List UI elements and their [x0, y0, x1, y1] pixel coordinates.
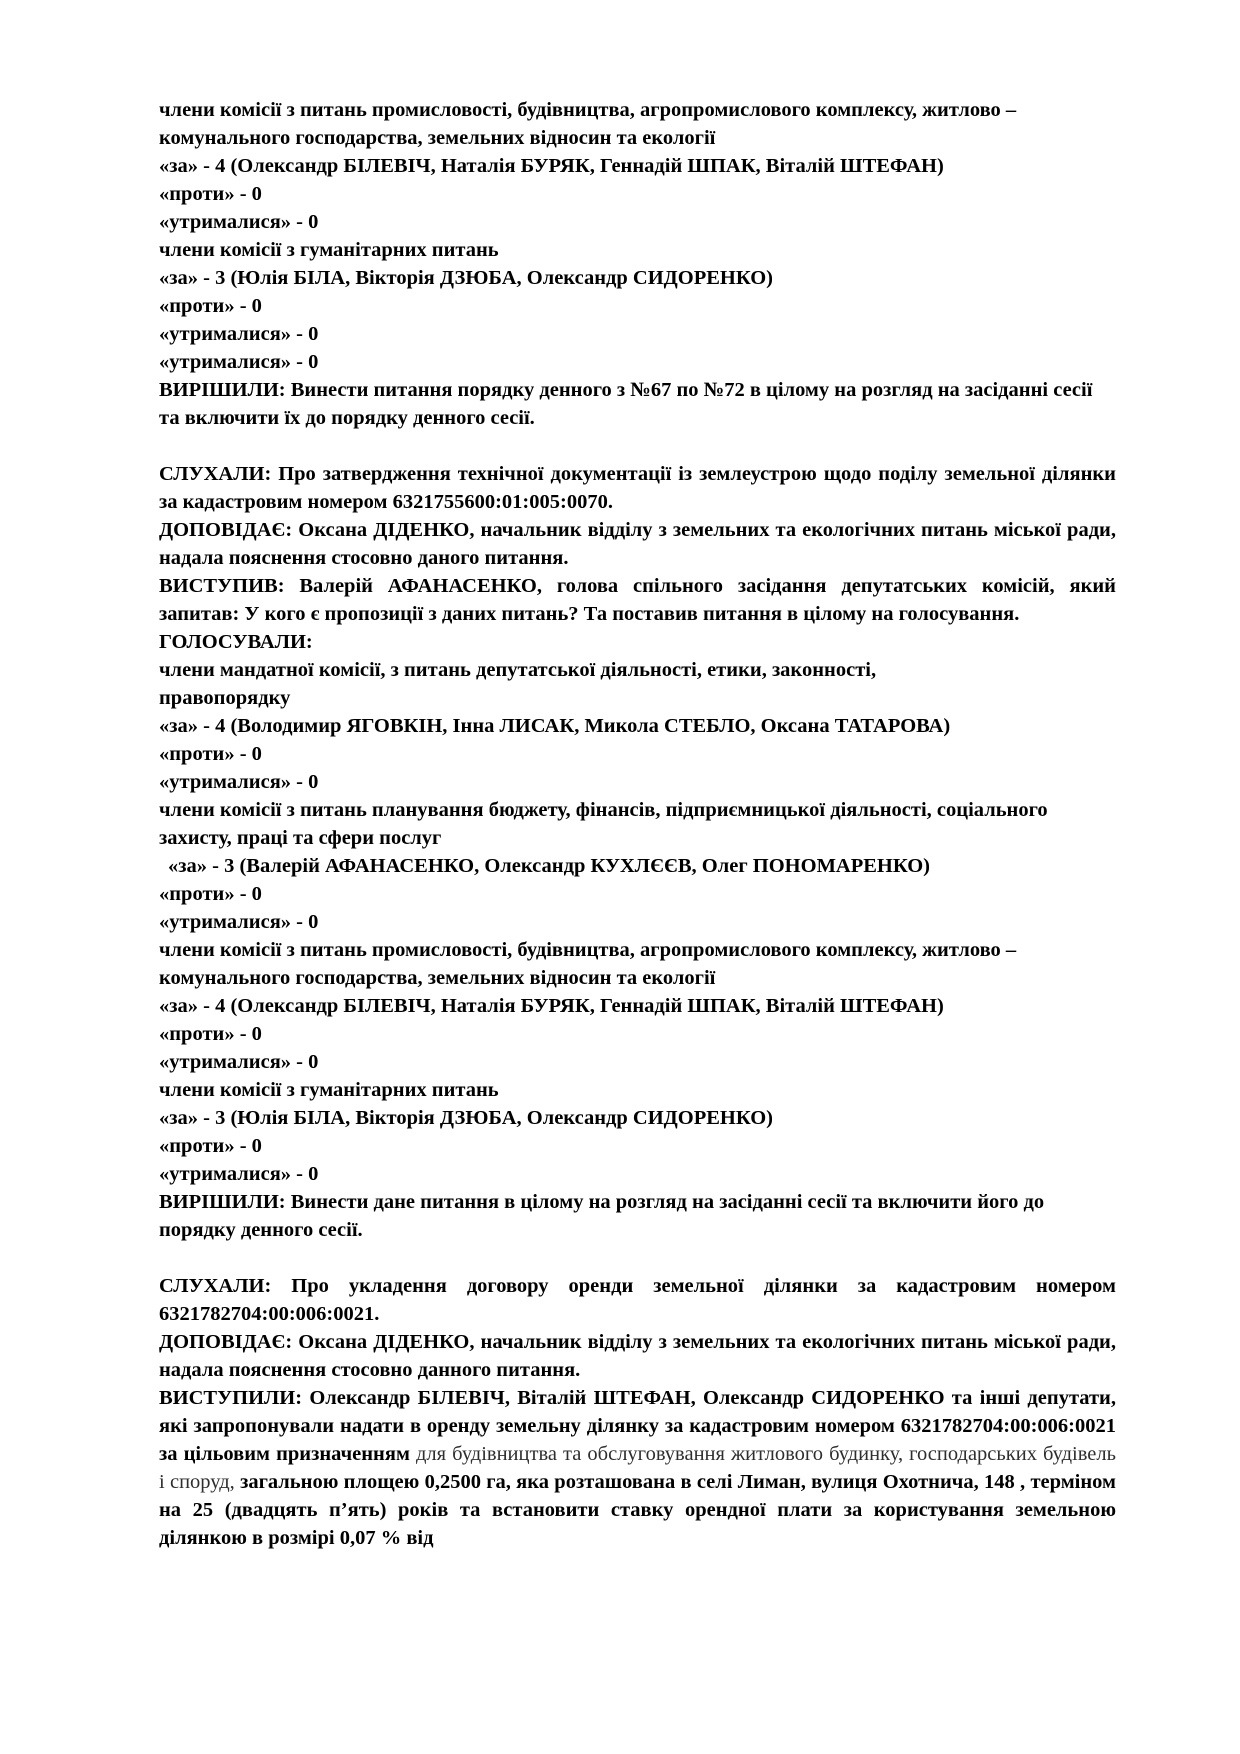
vote-za-line: [159, 1104, 1116, 1132]
text-run: «утрималися» - 0: [159, 323, 319, 345]
document-body: [159, 96, 1116, 1552]
text-run: ВИСТУПИЛИ: Олександр БІЛЕВІЧ, Віталій ШТЕФАН, Олександр СИДОРЕНКО та інші депутати, які запропонували надати в оренду земельну ділянку за кадастровим номером 6321782704:00:006:0021 за цільовим призначенням: [159, 1387, 1116, 1465]
text-run: «за» - 4 (Олександр БІЛЕВІЧ, Наталія БУРЯК, Геннадій ШПАК, Віталій ШТЕФАН): [159, 155, 944, 177]
text-run: «проти» - 0: [159, 295, 262, 317]
vote-za-line: [159, 264, 1116, 292]
vote-proty-line: [159, 880, 1116, 908]
vote-proty-line: [159, 1132, 1116, 1160]
vote-utrymalysia-line: [159, 1160, 1116, 1188]
commission-title: [159, 96, 1116, 152]
commission-title: [159, 656, 1116, 684]
voting-header: [159, 628, 1116, 656]
section-spacer: [159, 1244, 1116, 1272]
vote-utrymalysia-line: [159, 768, 1116, 796]
text-run: члени мандатної комісії, з питань депутатської діяльності, етики, законності,: [159, 659, 877, 681]
text-run: члени комісії з питань промисловості, будівництва, агропромислового комплексу, житлово – комунального господарства, земельних відносин та екології: [159, 939, 1017, 989]
text-run: СЛУХАЛИ: Про укладення договору оренди земельної ділянки за кадастровим номером 6321782704:00:006:0021.: [159, 1275, 1116, 1325]
text-run: члени комісії з гуманітарних питань: [159, 1079, 499, 1101]
vote-proty-line: [159, 292, 1116, 320]
text-run: «утрималися» - 0: [159, 911, 319, 933]
vote-proty-line: [159, 180, 1116, 208]
vote-za-line: [159, 852, 1116, 880]
vote-za-line: [159, 712, 1116, 740]
text-run: «проти» - 0: [159, 1135, 262, 1157]
text-run: «за» - 3 (Юлія БІЛА, Вікторія ДЗЮБА, Олександр СИДОРЕНКО): [159, 1107, 773, 1129]
decision-paragraph: [159, 1188, 1116, 1244]
agenda-item-paragraph: [159, 1272, 1116, 1328]
section-spacer: [159, 432, 1116, 460]
report-paragraph: [159, 516, 1116, 572]
vote-utrymalysia-line: [159, 348, 1116, 376]
vote-utrymalysia-line: [159, 208, 1116, 236]
text-run: ВИРІШИЛИ: Винести дане питання в цілому на розгляд на засіданні сесії та включити його до порядку денного сесії.: [159, 1191, 1045, 1241]
text-run: «за» - 3 (Валерій АФАНАСЕНКО, Олександр КУХЛЄЄВ, Олег ПОНОМАРЕНКО): [168, 855, 930, 877]
text-run: «проти» - 0: [159, 743, 262, 765]
text-run: «утрималися» - 0: [159, 1051, 319, 1073]
text-run: «за» - 3 (Юлія БІЛА, Вікторія ДЗЮБА, Олександр СИДОРЕНКО): [159, 267, 773, 289]
vote-proty-line: [159, 740, 1116, 768]
text-run: СЛУХАЛИ: Про затвердження технічної документації із землеустрою щодо поділу земельної ділянки за кадастровим номером 6321755600:01:005:0070.: [159, 463, 1116, 513]
vote-proty-line: [159, 1020, 1116, 1048]
text-run: «утрималися» - 0: [159, 211, 319, 233]
text-run: «проти» - 0: [159, 883, 262, 905]
text-run: «за» - 4 (Олександр БІЛЕВІЧ, Наталія БУРЯК, Геннадій ШПАК, Віталій ШТЕФАН): [159, 995, 944, 1017]
text-run: члени комісії з питань промисловості, будівництва, агропромислового комплексу, житлово – комунального господарства, земельних відносин та екології: [159, 99, 1017, 149]
vote-utrymalysia-line: [159, 1048, 1116, 1076]
text-run: ВИСТУПИВ: Валерій АФАНАСЕНКО, голова спільного засідання депутатських комісій, який запитав: У кого є пропозиції з даних питань? Та поставив питання в цілому на голосування.: [159, 575, 1116, 625]
text-run: ДОПОВІДАЄ: Оксана ДІДЕНКО, начальник відділу з земельних та екологічних питань міської ради, надала пояснення стосовно данного питання.: [159, 1331, 1116, 1381]
text-run: ДОПОВІДАЄ: Оксана ДІДЕНКО, начальник відділу з земельних та екологічних питань міської ради, надала пояснення стосовно даного питання.: [159, 519, 1116, 569]
commission-title: [159, 1076, 1116, 1104]
text-run: «утрималися» - 0: [159, 1163, 319, 1185]
commission-title: [159, 796, 1116, 852]
text-run: «проти» - 0: [159, 183, 262, 205]
text-run: ВИРІШИЛИ: Винести питання порядку денного з №67 по №72 в цілому на розгляд на засіданні сесії та включити їх до порядку денного сесії.: [159, 379, 1093, 429]
report-paragraph: [159, 1328, 1116, 1384]
text-run: «утрималися» - 0: [159, 351, 319, 373]
vote-utrymalysia-line: [159, 908, 1116, 936]
text-run: члени комісії з питань планування бюджету, фінансів, підприємницької діяльності, соціального захисту, праці та сфери послуг: [159, 799, 1048, 849]
vote-za-line: [159, 152, 1116, 180]
text-run: «за» - 4 (Володимир ЯГОВКІН, Інна ЛИСАК, Микола СТЕБЛО, Оксана ТАТАРОВА): [159, 715, 951, 737]
speech-paragraph: [159, 1384, 1116, 1552]
text-run: правопорядку: [159, 687, 291, 709]
vote-za-line: [159, 992, 1116, 1020]
agenda-item-paragraph: [159, 460, 1116, 516]
speech-paragraph: [159, 572, 1116, 628]
text-run: для будівництва та обслуговування житлового будинку, господарських будівель і споруд,: [159, 1443, 1116, 1493]
text-run: члени комісії з гуманітарних питань: [159, 239, 499, 261]
vote-utrymalysia-line: [159, 320, 1116, 348]
commission-title: [159, 236, 1116, 264]
commission-title-continuation: [159, 684, 1116, 712]
text-run: «утрималися» - 0: [159, 771, 319, 793]
commission-title: [159, 936, 1116, 992]
decision-paragraph: [159, 376, 1116, 432]
text-run: «проти» - 0: [159, 1023, 262, 1045]
text-run: загальною площею 0,2500 га, яка розташована в селі Лиман, вулиця Охотнича, 148 , терміном на 25 (двадцять п’ять) років та встановити ставку орендної плати за користування земельною ділянкою в розмірі 0,07 % від: [159, 1471, 1117, 1549]
text-run: ГОЛОСУВАЛИ:: [159, 631, 313, 653]
